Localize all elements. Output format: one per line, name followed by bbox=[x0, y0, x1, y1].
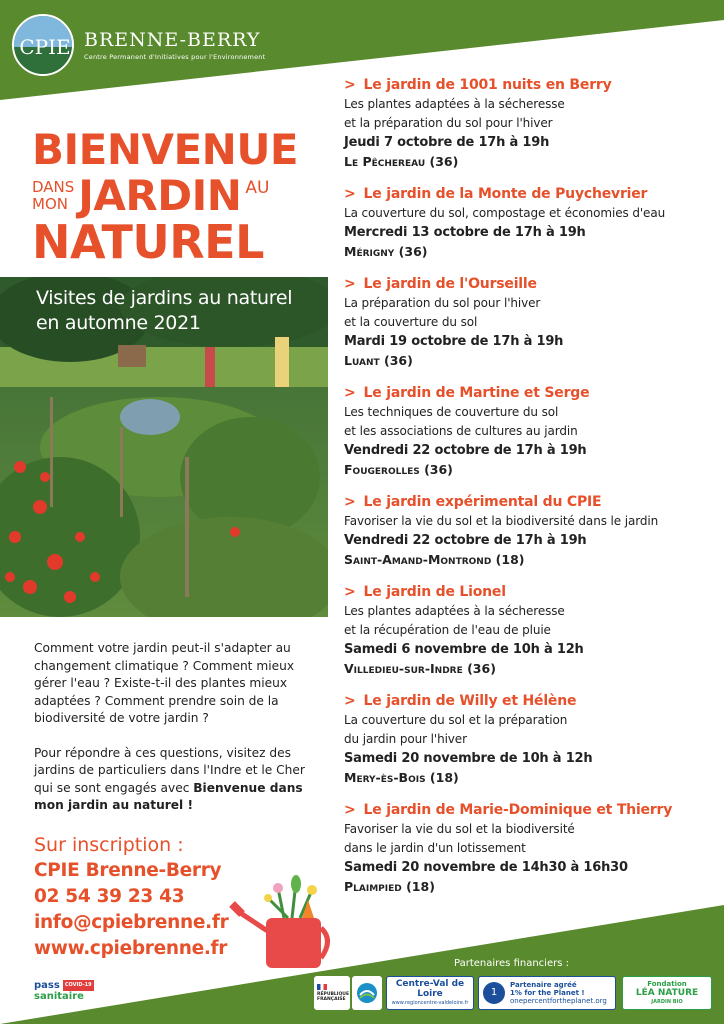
event-place: Mérigny (36) bbox=[344, 244, 428, 259]
cpie-logo bbox=[12, 14, 265, 76]
title-line-3: NATUREL bbox=[32, 215, 264, 269]
event-description: dans le jardin d'un lotissement bbox=[344, 841, 526, 855]
event-item bbox=[344, 275, 716, 370]
event-date: Jeudi 7 octobre de 17h à 19h bbox=[344, 135, 550, 150]
photo-caption bbox=[36, 286, 292, 336]
title-au: AU bbox=[245, 178, 270, 198]
event-item bbox=[344, 583, 716, 678]
inscription-org: CPIE Brenne-Berry bbox=[34, 860, 222, 881]
event-title: Le jardin de l'Ourseille bbox=[363, 276, 537, 292]
event-title: Le jardin de Willy et Hélène bbox=[363, 693, 577, 709]
intro-text bbox=[34, 640, 324, 815]
inscription-email[interactable]: info@cpiebrenne.fr bbox=[34, 912, 229, 933]
event-description: Les plantes adaptées à la sécheresse bbox=[344, 604, 565, 618]
title-dans: DANS bbox=[32, 178, 75, 196]
logo-subtitle: Centre Permanent d'Initiatives pour l'Environnement bbox=[84, 53, 266, 61]
event-date: Vendredi 22 octobre de 17h à 19h bbox=[344, 443, 587, 458]
chevron-right-icon: > bbox=[344, 693, 356, 709]
event-date: Vendredi 22 octobre de 17h à 19h bbox=[344, 533, 587, 548]
title-jardin: JARDIN bbox=[78, 171, 242, 220]
event-description: Favoriser la vie du sol et la biodiversité bbox=[344, 822, 575, 836]
events-list bbox=[344, 76, 716, 910]
event-place: Plaimpied (18) bbox=[344, 879, 435, 894]
event-item bbox=[344, 76, 716, 171]
event-place: Villedieu-sur-Indre (36) bbox=[344, 661, 496, 676]
chevron-right-icon: > bbox=[344, 494, 356, 510]
inscription-website[interactable]: www.cpiebrenne.fr bbox=[34, 938, 228, 959]
republique-francaise-logo: RÉPUBLIQUE FRANÇAISE bbox=[314, 976, 350, 1010]
chevron-right-icon: > bbox=[344, 385, 356, 401]
event-item bbox=[344, 384, 716, 479]
event-place: Luant (36) bbox=[344, 353, 413, 368]
event-description: La préparation du sol pour l'hiver bbox=[344, 296, 541, 310]
intro-paragraph-1: Comment votre jardin peut-il s'adapter au changement climatique ? Comment mieux gérer l'eau ? Existe-t-il des plantes mieux adaptées ? Comment prendre soin de la biodiversité de votre jardin ? bbox=[34, 641, 295, 725]
event-description: du jardin pour l'hiver bbox=[344, 732, 467, 746]
event-item bbox=[344, 185, 716, 261]
event-date: Samedi 6 novembre de 10h à 12h bbox=[344, 642, 584, 657]
event-place: Mery-ès-Bois (18) bbox=[344, 770, 459, 785]
fondation-lea-nature-logo: Fondation LÉA NATURE JARDIN BIO bbox=[622, 976, 712, 1010]
event-description: et les associations de cultures au jardin bbox=[344, 424, 578, 438]
event-title: Le jardin de Martine et Serge bbox=[363, 385, 590, 401]
event-description: et la couverture du sol bbox=[344, 315, 478, 329]
partner-emblem-logo bbox=[352, 976, 382, 1010]
event-description: La couverture du sol, compostage et économies d'eau bbox=[344, 206, 666, 220]
logo-name: BRENNE-BERRY bbox=[84, 29, 261, 51]
chevron-right-icon: > bbox=[344, 276, 356, 292]
cpie-logo-emblem bbox=[12, 14, 74, 76]
title-mon: MON bbox=[32, 195, 68, 213]
intro-paragraph-2: Pour répondre à ces questions, visitez des jardins de particuliers dans l'Indre et le Cher qui se sont engagés avec Bienvenue dans mon jardin au naturel ! bbox=[34, 745, 305, 812]
inscription-phone[interactable]: 02 54 39 23 43 bbox=[34, 886, 185, 907]
event-title: Le jardin de Marie-Dominique et Thierry bbox=[363, 802, 673, 818]
partners-label: Partenaires financiers : bbox=[454, 958, 569, 969]
title-line-2 bbox=[32, 171, 298, 220]
event-item bbox=[344, 692, 716, 787]
planet-icon: 1 bbox=[483, 982, 505, 1004]
event-item bbox=[344, 493, 716, 569]
photo-caption-line-2: en automne 2021 bbox=[36, 312, 201, 334]
event-description: Les plantes adaptées à la sécheresse bbox=[344, 97, 565, 111]
chevron-right-icon: > bbox=[344, 802, 356, 818]
event-item bbox=[344, 801, 716, 896]
photo-caption-line-1: Visites de jardins au naturel bbox=[36, 287, 293, 309]
event-description: La couverture du sol et la préparation bbox=[344, 713, 568, 727]
event-title: Le jardin de la Monte de Puychevrier bbox=[363, 186, 648, 202]
event-date: Mercredi 13 octobre de 17h à 19h bbox=[344, 225, 586, 240]
event-date: Samedi 20 novembre de 14h30 à 16h30 bbox=[344, 860, 628, 875]
event-title: Le jardin de 1001 nuits en Berry bbox=[363, 77, 612, 93]
title-line-1: BIENVENUE bbox=[32, 125, 299, 174]
one-percent-for-the-planet-logo: 1 Partenaire agréé 1% for the Planet ! onepercentfortheplanet.org bbox=[478, 976, 616, 1010]
event-place: Saint-Amand-Montrond (18) bbox=[344, 552, 525, 567]
event-title: Le jardin de Lionel bbox=[363, 584, 506, 600]
page-title bbox=[32, 125, 299, 269]
event-description: Les techniques de couverture du sol bbox=[344, 405, 559, 419]
event-description: Favoriser la vie du sol et la biodiversité dans le jardin bbox=[344, 514, 659, 528]
event-title: Le jardin expérimental du CPIE bbox=[363, 494, 602, 510]
chevron-right-icon: > bbox=[344, 77, 356, 93]
inscription-heading: Sur inscription : bbox=[34, 834, 184, 856]
event-description: et la préparation du sol pour l'hiver bbox=[344, 116, 553, 130]
event-date: Samedi 20 novembre de 10h à 12h bbox=[344, 751, 593, 766]
chevron-right-icon: > bbox=[344, 584, 356, 600]
event-place: Fougerolles (36) bbox=[344, 462, 453, 477]
event-description: et la récupération de l'eau de pluie bbox=[344, 623, 551, 637]
intro-bold-slogan: Bienvenue dans mon jardin au naturel ! bbox=[34, 780, 303, 812]
centre-val-de-loire-logo: Centre-Val de Loire www.regioncentre-valdeloire.fr bbox=[386, 976, 474, 1010]
event-date: Mardi 19 octobre de 17h à 19h bbox=[344, 334, 564, 349]
logo-acronym: CPIE bbox=[19, 35, 71, 59]
pass-sanitaire-logo: pass COVID-19 sanitaire bbox=[34, 980, 92, 1002]
chevron-right-icon: > bbox=[344, 186, 356, 202]
event-place: Le Pêchereau (36) bbox=[344, 154, 459, 169]
